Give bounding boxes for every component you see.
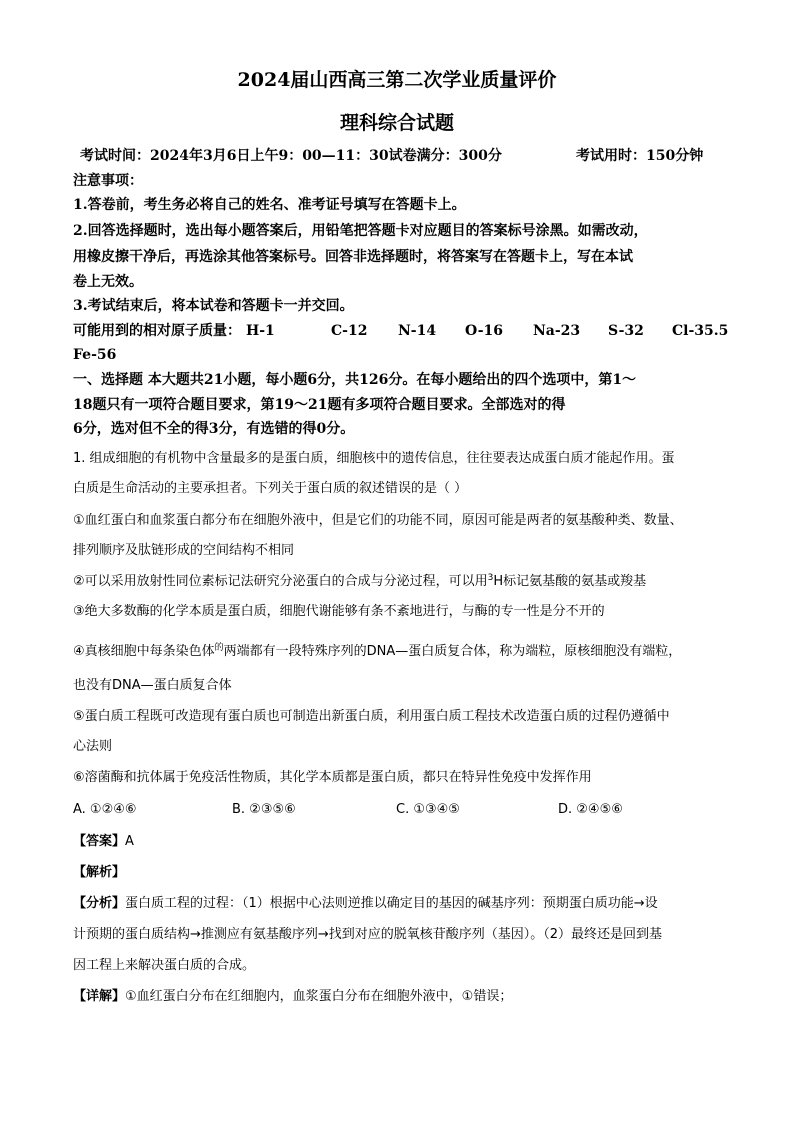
section-heading-line-3: 6分，选对但不全的得3分，有选错的得0分。 [73,421,355,437]
notes-heading: 注意事项： [73,173,143,189]
atomic-mass-o: O-16 [465,323,504,339]
statement-3: ③绝大多数酶的化学本质是蛋白质，细胞代谢能够有条不紊地进行，与酶的专一性是分不开的 [73,604,605,619]
atomic-mass-fe: Fe-56 [73,347,117,363]
analysis-fenxi-text-1: 蛋白质工程的过程：（1）根据中心法则逆推以确定目的基因的碱基序列：预期蛋白质功能→设 [125,896,658,911]
statement-1-line-2: 排列顺序及肽链形成的空间结构不相同 [73,543,295,558]
atomic-mass-na: Na-23 [533,323,581,339]
atomic-mass-n: N-14 [398,323,437,339]
statement-6: ⑥溶菌酶和抗体属于免疫活性物质，其化学本质都是蛋白质，都只在特异性免疫中发挥作用 [73,770,592,785]
statement-2-superscript: 3 [487,573,494,583]
atomic-mass-c: C-12 [331,323,368,339]
notes-item-3: 3.考试结束后，将本试卷和答题卡一并交回。 [73,298,354,314]
exam-subtitle: 理科综合试题 [339,112,454,134]
option-d: D. ②④⑤⑥ [558,802,623,817]
statement-4-superscript: 的 [214,643,224,653]
analysis-fenxi-line-3: 因工程上来解决蛋白质的合成。 [73,958,256,973]
statement-4-line-2: 也没有DNA—蛋白质复合体 [73,678,232,693]
atomic-mass-h: H-1 [246,323,275,339]
analysis-fenxi-line-1 [73,895,658,913]
option-a: A. ①②④⑥ [73,802,137,817]
answer-line [73,833,134,851]
statement-2-text-a: ②可以采用放射性同位素标记法研究分泌蛋白的合成与分泌过程，可以用 [73,574,488,589]
statement-2 [73,573,646,591]
answer-value: A [125,834,134,849]
notes-item-2-line-1: 2.回答选择题时，选出每小题答案后，用铅笔把答题卡对应题目的答案标号涂黑。如需改动， [73,223,648,239]
section-heading-line-2: 18题只有一项符合题目要求，第19～21题有多项符合题目要求。全部选对的得 [73,397,566,413]
notes-item-2-line-2: 用橡皮擦干净后，再选涂其他答案标号。回答非选择题时，将答案写在答题卡上，写在本试 [73,249,633,265]
atomic-mass-s: S-32 [608,323,644,339]
question-1-stem-line-1: 1. 组成细胞的有机物中含量最多的是蛋白质，细胞核中的遗传信息，往往要表达成蛋白质才能起作用。蛋 [73,451,675,466]
analysis-detail-label: 【详解】 [73,989,126,1004]
notes-item-1: 1.答卷前，考生务必将自己的姓名、准考证号填写在答题卡上。 [73,197,466,213]
analysis-heading: 【解析】 [73,865,126,880]
exam-duration: 考试用时：150分钟 [576,148,704,164]
analysis-detail-line-1 [73,988,512,1006]
statement-4-line-1 [73,643,681,661]
analysis-fenxi-label: 【分析】 [73,896,126,911]
atomic-mass-label: 可能用到的相对原子质量： [73,323,241,339]
statement-4-text-b: 两端都有一段特殊序列的DNA—蛋白质复合体，称为端粒，原核细胞没有端粒， [223,644,682,659]
statement-5-line-2: 心法则 [73,739,113,754]
notes-item-2-line-3: 卷上无效。 [73,274,143,290]
section-heading-line-1: 一、选择题 本大题共21小题，每小题6分，共126分。在每小题给出的四个选项中，第1～ [73,372,637,388]
analysis-fenxi-line-2: 计预期的蛋白质结构→推测应有氨基酸序列→找到对应的脱氧核苷酸序列（基因）。（2）最终还是回到基 [73,927,663,942]
analysis-detail-text-1: ①血红蛋白分布在红细胞内，血浆蛋白分布在细胞外液中，①错误； [125,989,513,1004]
exam-title: 2024届山西高三第二次学业质量评价 [237,69,557,91]
statement-4-text-a: ④真核细胞中每条染色体 [73,644,215,659]
statement-2-text-b: H标记氨基酸的氨基或羧基 [493,574,647,589]
answer-label: 【答案】 [73,834,126,849]
option-b: B. ②③⑤⑥ [232,802,296,817]
exam-info: 考试时间：2024年3月6日上午9：00—11：30试卷满分：300分 [80,148,502,164]
statement-5-line-1: ⑤蛋白质工程既可改造现有蛋白质也可制造出新蛋白质，利用蛋白质工程技术改造蛋白质的过程仍遵循中 [73,709,670,724]
atomic-mass-cl: Cl-35.5 [672,323,729,339]
option-c: C. ①③④⑤ [396,802,460,817]
statement-1-line-1: ①血红蛋白和血浆蛋白都分布在细胞外液中，但是它们的功能不同，原因可能是两者的氨基酸种类、数量、 [73,513,683,528]
question-1-stem-line-2: 白质是生命活动的主要承担者。下列关于蛋白质的叙述错误的是（ ） [73,481,468,496]
